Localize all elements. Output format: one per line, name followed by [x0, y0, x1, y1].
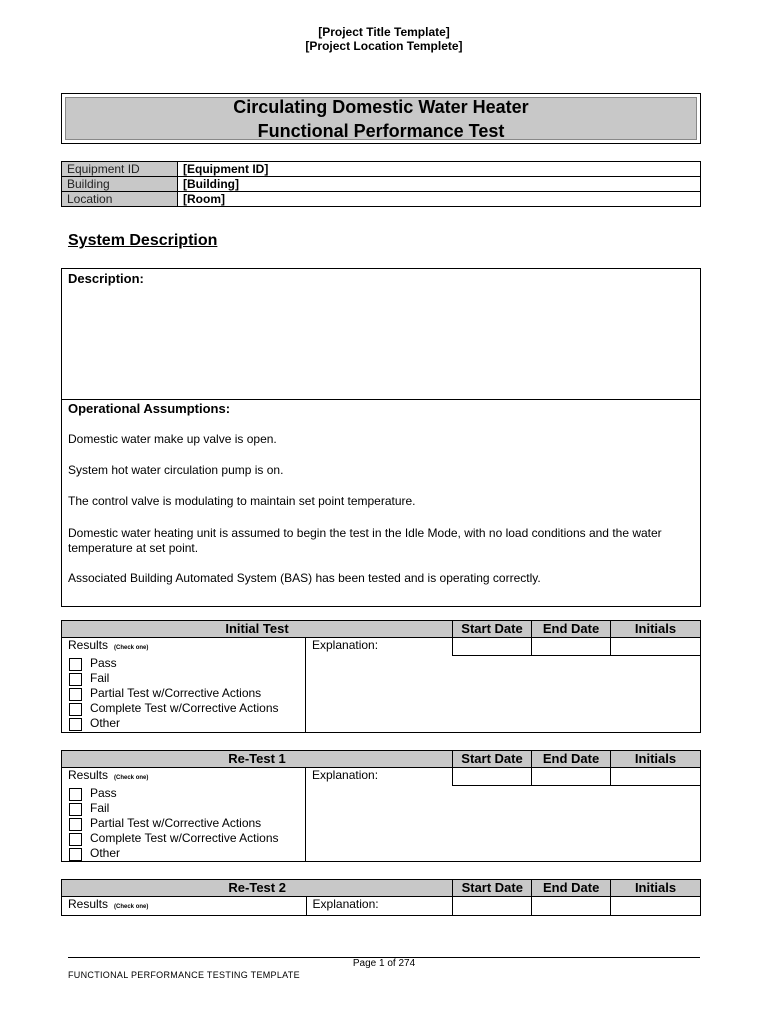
checkbox[interactable] [69, 658, 82, 671]
system-description-box [61, 268, 701, 607]
equipment-id-label: Equipment ID [62, 162, 178, 177]
retest-1-table [61, 750, 701, 862]
results-label: Results (Check one) [68, 897, 149, 911]
explanation-area[interactable] [306, 897, 453, 916]
initials-field[interactable] [611, 897, 701, 916]
assumption-3: The control valve is modulating to maintain set point temperature. [68, 494, 416, 508]
option-complete[interactable]: Complete Test w/Corrective Actions [62, 831, 305, 846]
info-row [62, 177, 701, 192]
option-other[interactable]: Other [62, 716, 305, 731]
results-label: Results (Check one) [68, 638, 149, 652]
results-label: Results (Check one) [68, 768, 149, 782]
option-other[interactable]: Other [62, 846, 305, 861]
end-date-header: End Date [532, 621, 611, 638]
end-date-field[interactable] [532, 897, 611, 916]
checkbox[interactable] [69, 833, 82, 846]
initials-field[interactable] [611, 767, 700, 786]
option-pass[interactable]: Pass [62, 786, 305, 801]
description-label: Description: [68, 271, 144, 286]
test-title: Initial Test [62, 621, 453, 638]
option-pass[interactable]: Pass [62, 656, 305, 671]
start-date-field[interactable] [452, 637, 532, 656]
start-date-field[interactable] [453, 897, 532, 916]
project-location: [Project Location Templete] [305, 39, 463, 53]
project-title: [Project Title Template] [318, 25, 450, 39]
info-row [62, 192, 701, 207]
checkbox[interactable] [69, 718, 82, 731]
test-title: Re-Test 2 [62, 880, 453, 897]
explanation-label: Explanation: [312, 638, 379, 652]
check-one-note: (Check one) [114, 645, 149, 651]
results-cell [62, 638, 306, 733]
checkbox[interactable] [69, 688, 82, 701]
check-one-note: (Check one) [114, 775, 149, 781]
start-date-header: Start Date [453, 621, 532, 638]
assumption-5: Associated Building Automated System (BAS) has been tested and is operating correctly. [68, 571, 541, 585]
explanation-label: Explanation: [312, 768, 379, 782]
initials-field[interactable] [611, 637, 700, 656]
equipment-info-table [61, 161, 701, 207]
assumption-2: System hot water circulation pump is on. [68, 463, 284, 477]
document-title [61, 93, 701, 144]
location-value: [Room] [178, 192, 701, 207]
option-partial[interactable]: Partial Test w/Corrective Actions [62, 816, 305, 831]
end-date-field[interactable] [532, 767, 611, 786]
option-fail[interactable]: Fail [62, 801, 305, 816]
initials-header: Initials [611, 751, 701, 768]
start-date-field[interactable] [452, 767, 532, 786]
page-number: Page 1 of 274 [352, 958, 416, 969]
checkbox[interactable] [69, 673, 82, 686]
checkbox[interactable] [69, 818, 82, 831]
start-date-header: Start Date [453, 880, 532, 897]
initials-header: Initials [611, 621, 701, 638]
check-one-note: (Check one) [114, 904, 149, 910]
results-cell [62, 897, 307, 916]
initial-test-table [61, 620, 701, 733]
checkbox[interactable] [69, 803, 82, 816]
end-date-header: End Date [532, 880, 611, 897]
option-fail[interactable]: Fail [62, 671, 305, 686]
assumptions-label: Operational Assumptions: [68, 401, 231, 416]
info-row [62, 162, 701, 177]
building-label: Building [62, 177, 178, 192]
explanation-area[interactable] [306, 638, 701, 733]
building-value: [Building] [178, 177, 701, 192]
checkbox[interactable] [69, 848, 82, 861]
explanation-area[interactable] [306, 768, 701, 862]
option-complete[interactable]: Complete Test w/Corrective Actions [62, 701, 305, 716]
start-date-header: Start Date [453, 751, 532, 768]
assumption-4: Domestic water heating unit is assumed to begin the test in the Idle Mode, with no load conditions and the water temperature at set point. [68, 526, 662, 555]
retest-2-table [61, 879, 701, 916]
equipment-id-value: [Equipment ID] [178, 162, 701, 177]
checkbox[interactable] [69, 703, 82, 716]
option-partial[interactable]: Partial Test w/Corrective Actions [62, 686, 305, 701]
end-date-field[interactable] [532, 637, 611, 656]
location-label: Location [62, 192, 178, 207]
end-date-header: End Date [532, 751, 611, 768]
test-title: Re-Test 1 [62, 751, 453, 768]
system-description-heading: System Description [68, 232, 218, 249]
divider [62, 399, 700, 400]
title-line-2: Functional Performance Test [257, 121, 505, 141]
initials-header: Initials [611, 880, 701, 897]
results-cell [62, 768, 306, 862]
assumption-1: Domestic water make up valve is open. [68, 432, 277, 446]
footer-text: FUNCTIONAL PERFORMANCE TESTING TEMPLATE [68, 970, 300, 980]
explanation-label: Explanation: [312, 897, 379, 911]
checkbox[interactable] [69, 788, 82, 801]
title-line-1: Circulating Domestic Water Heater [233, 97, 529, 117]
